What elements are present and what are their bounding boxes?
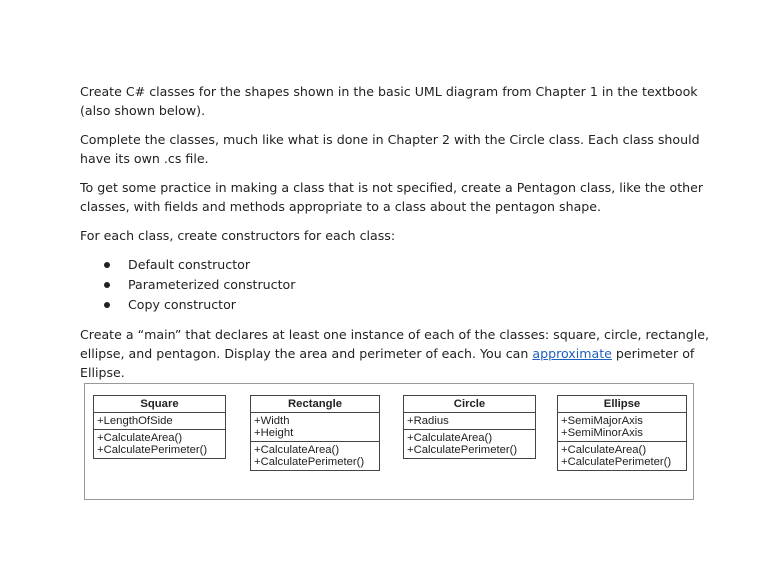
list-item (104, 275, 720, 295)
uml-field: +SemiMajorAxis (561, 415, 643, 427)
paragraph-constructors: For each class, create constructors for each class: (80, 228, 396, 243)
paragraph-main (80, 325, 720, 382)
bullet-icon (104, 262, 110, 268)
bullet-icon (104, 282, 110, 288)
uml-method: +CalculateArea() (97, 432, 183, 444)
uml-methods (558, 442, 686, 470)
paragraph-main-tail: perimeter of Ellipse. (80, 346, 695, 380)
list-item-label: Default constructor (128, 257, 251, 272)
uml-method: +CalculatePerimeter() (254, 456, 365, 468)
uml-method: +CalculatePerimeter() (561, 456, 672, 468)
uml-methods (251, 442, 379, 470)
constructor-list (80, 255, 720, 315)
uml-class-square (93, 395, 226, 459)
uml-method: +CalculatePerimeter() (97, 444, 208, 456)
uml-class-name: Square (94, 396, 225, 413)
uml-method: +CalculateArea() (407, 432, 493, 444)
bullet-icon (104, 302, 110, 308)
uml-class-circle (403, 395, 536, 459)
uml-class-ellipse (557, 395, 687, 471)
uml-field: +SemiMinorAxis (561, 427, 643, 439)
uml-methods (404, 430, 535, 458)
paragraph-intro: Create C# classes for the shapes shown in the basic UML diagram from Chapter 1 in the textbook (also shown below). (80, 84, 698, 118)
uml-fields (94, 413, 225, 430)
list-item-label: Parameterized constructor (128, 277, 296, 292)
uml-method: +CalculateArea() (561, 444, 647, 456)
uml-field: +LengthOfSide (97, 415, 173, 427)
uml-field: +Width (254, 415, 290, 427)
uml-class-rectangle (250, 395, 380, 471)
uml-method: +CalculatePerimeter() (407, 444, 518, 456)
uml-fields (404, 413, 535, 430)
uml-class-name: Ellipse (558, 396, 686, 413)
uml-method: +CalculateArea() (254, 444, 340, 456)
uml-class-name: Circle (404, 396, 535, 413)
uml-field: +Radius (407, 415, 449, 427)
paragraph-pentagon: To get some practice in making a class that is not specified, create a Pentagon class, like the other classes, with fields and methods appropriate to a class about the pentagon shape. (80, 180, 704, 214)
paragraph-complete-classes: Complete the classes, much like what is done in Chapter 2 with the Circle class. Each class should have its own .cs file. (80, 132, 700, 166)
uml-class-name: Rectangle (251, 396, 379, 413)
uml-fields (251, 413, 379, 442)
uml-field: +Height (254, 427, 294, 439)
list-item (104, 295, 720, 315)
document-body (80, 82, 720, 392)
paragraph-main-text: Create a “main” that declares at least one instance of each of the classes: square, circle, rectangle, ellipse, and pentagon. Display the area and perimeter of each. You can (80, 327, 710, 361)
list-item-label: Copy constructor (128, 297, 236, 312)
uml-methods (94, 430, 225, 458)
uml-fields (558, 413, 686, 442)
approximate-link[interactable]: approximate (532, 346, 612, 361)
list-item (104, 255, 720, 275)
